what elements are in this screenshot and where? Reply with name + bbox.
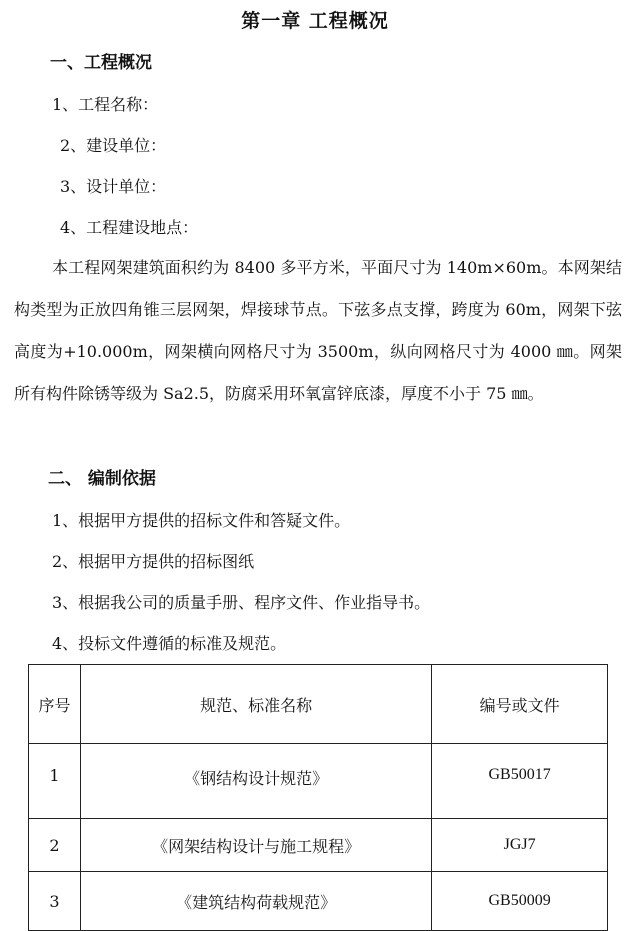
standards-table [28, 664, 608, 931]
table-row [29, 872, 608, 931]
list-item-construction-unit: 2、建设单位： [60, 136, 167, 155]
table-cell-code: GB50017 [432, 744, 608, 819]
table-header-row [29, 665, 608, 744]
list-item-basis-4: 4、投标文件遵循的标准及规范。 [52, 634, 287, 653]
table-header-cell: 序号 [29, 665, 81, 744]
table-row [29, 819, 608, 872]
list-item-project-name: 1、工程名称： [52, 95, 159, 114]
table-cell-index: 3 [29, 872, 81, 931]
list-item-basis-3: 3、根据我公司的质量手册、程序文件、作业指导书。 [52, 593, 431, 612]
list-item-basis-1: 1、根据甲方提供的招标文件和答疑文件。 [52, 511, 351, 530]
table-cell-code: GB50009 [432, 872, 608, 931]
list-item-project-location: 4、工程建设地点： [60, 218, 199, 237]
table-cell-index: 1 [29, 744, 81, 819]
section-heading-basis: 二、 编制依据 [48, 469, 156, 489]
section-heading-overview: 一、工程概况 [50, 53, 152, 73]
table-header-cell: 编号或文件 [432, 665, 608, 744]
table-cell-code: JGJ7 [432, 819, 608, 872]
table-cell-standard-name: 《钢结构设计规范》 [80, 744, 431, 819]
chapter-title: 第一章 工程概况 [241, 10, 389, 32]
table-row [29, 744, 608, 819]
table-cell-standard-name: 《网架结构设计与施工规程》 [80, 819, 431, 872]
table-cell-index: 2 [29, 819, 81, 872]
list-item-design-unit: 3、设计单位： [60, 177, 167, 196]
list-item-basis-2: 2、根据甲方提供的招标图纸 [52, 552, 255, 571]
project-description-paragraph: 本工程网架建筑面积约为 8400 多平方米，平面尺寸为 140m×60m。本网架结构类型为正放四角锥三层网架，焊接球节点。下弦多点支撑，跨度为 60m，网架下弦高度为+10.000m，网架横向网格尺寸为 3500m，纵向网格尺寸为 4000 ㎜。网架所有构件除锈等级为 Sa2.5，防腐采用环氧富锌底漆，厚度不小于 75 ㎜。 [14, 258, 622, 403]
table-header-cell: 规范、标准名称 [80, 665, 431, 744]
table-cell-standard-name: 《建筑结构荷载规范》 [80, 872, 431, 931]
